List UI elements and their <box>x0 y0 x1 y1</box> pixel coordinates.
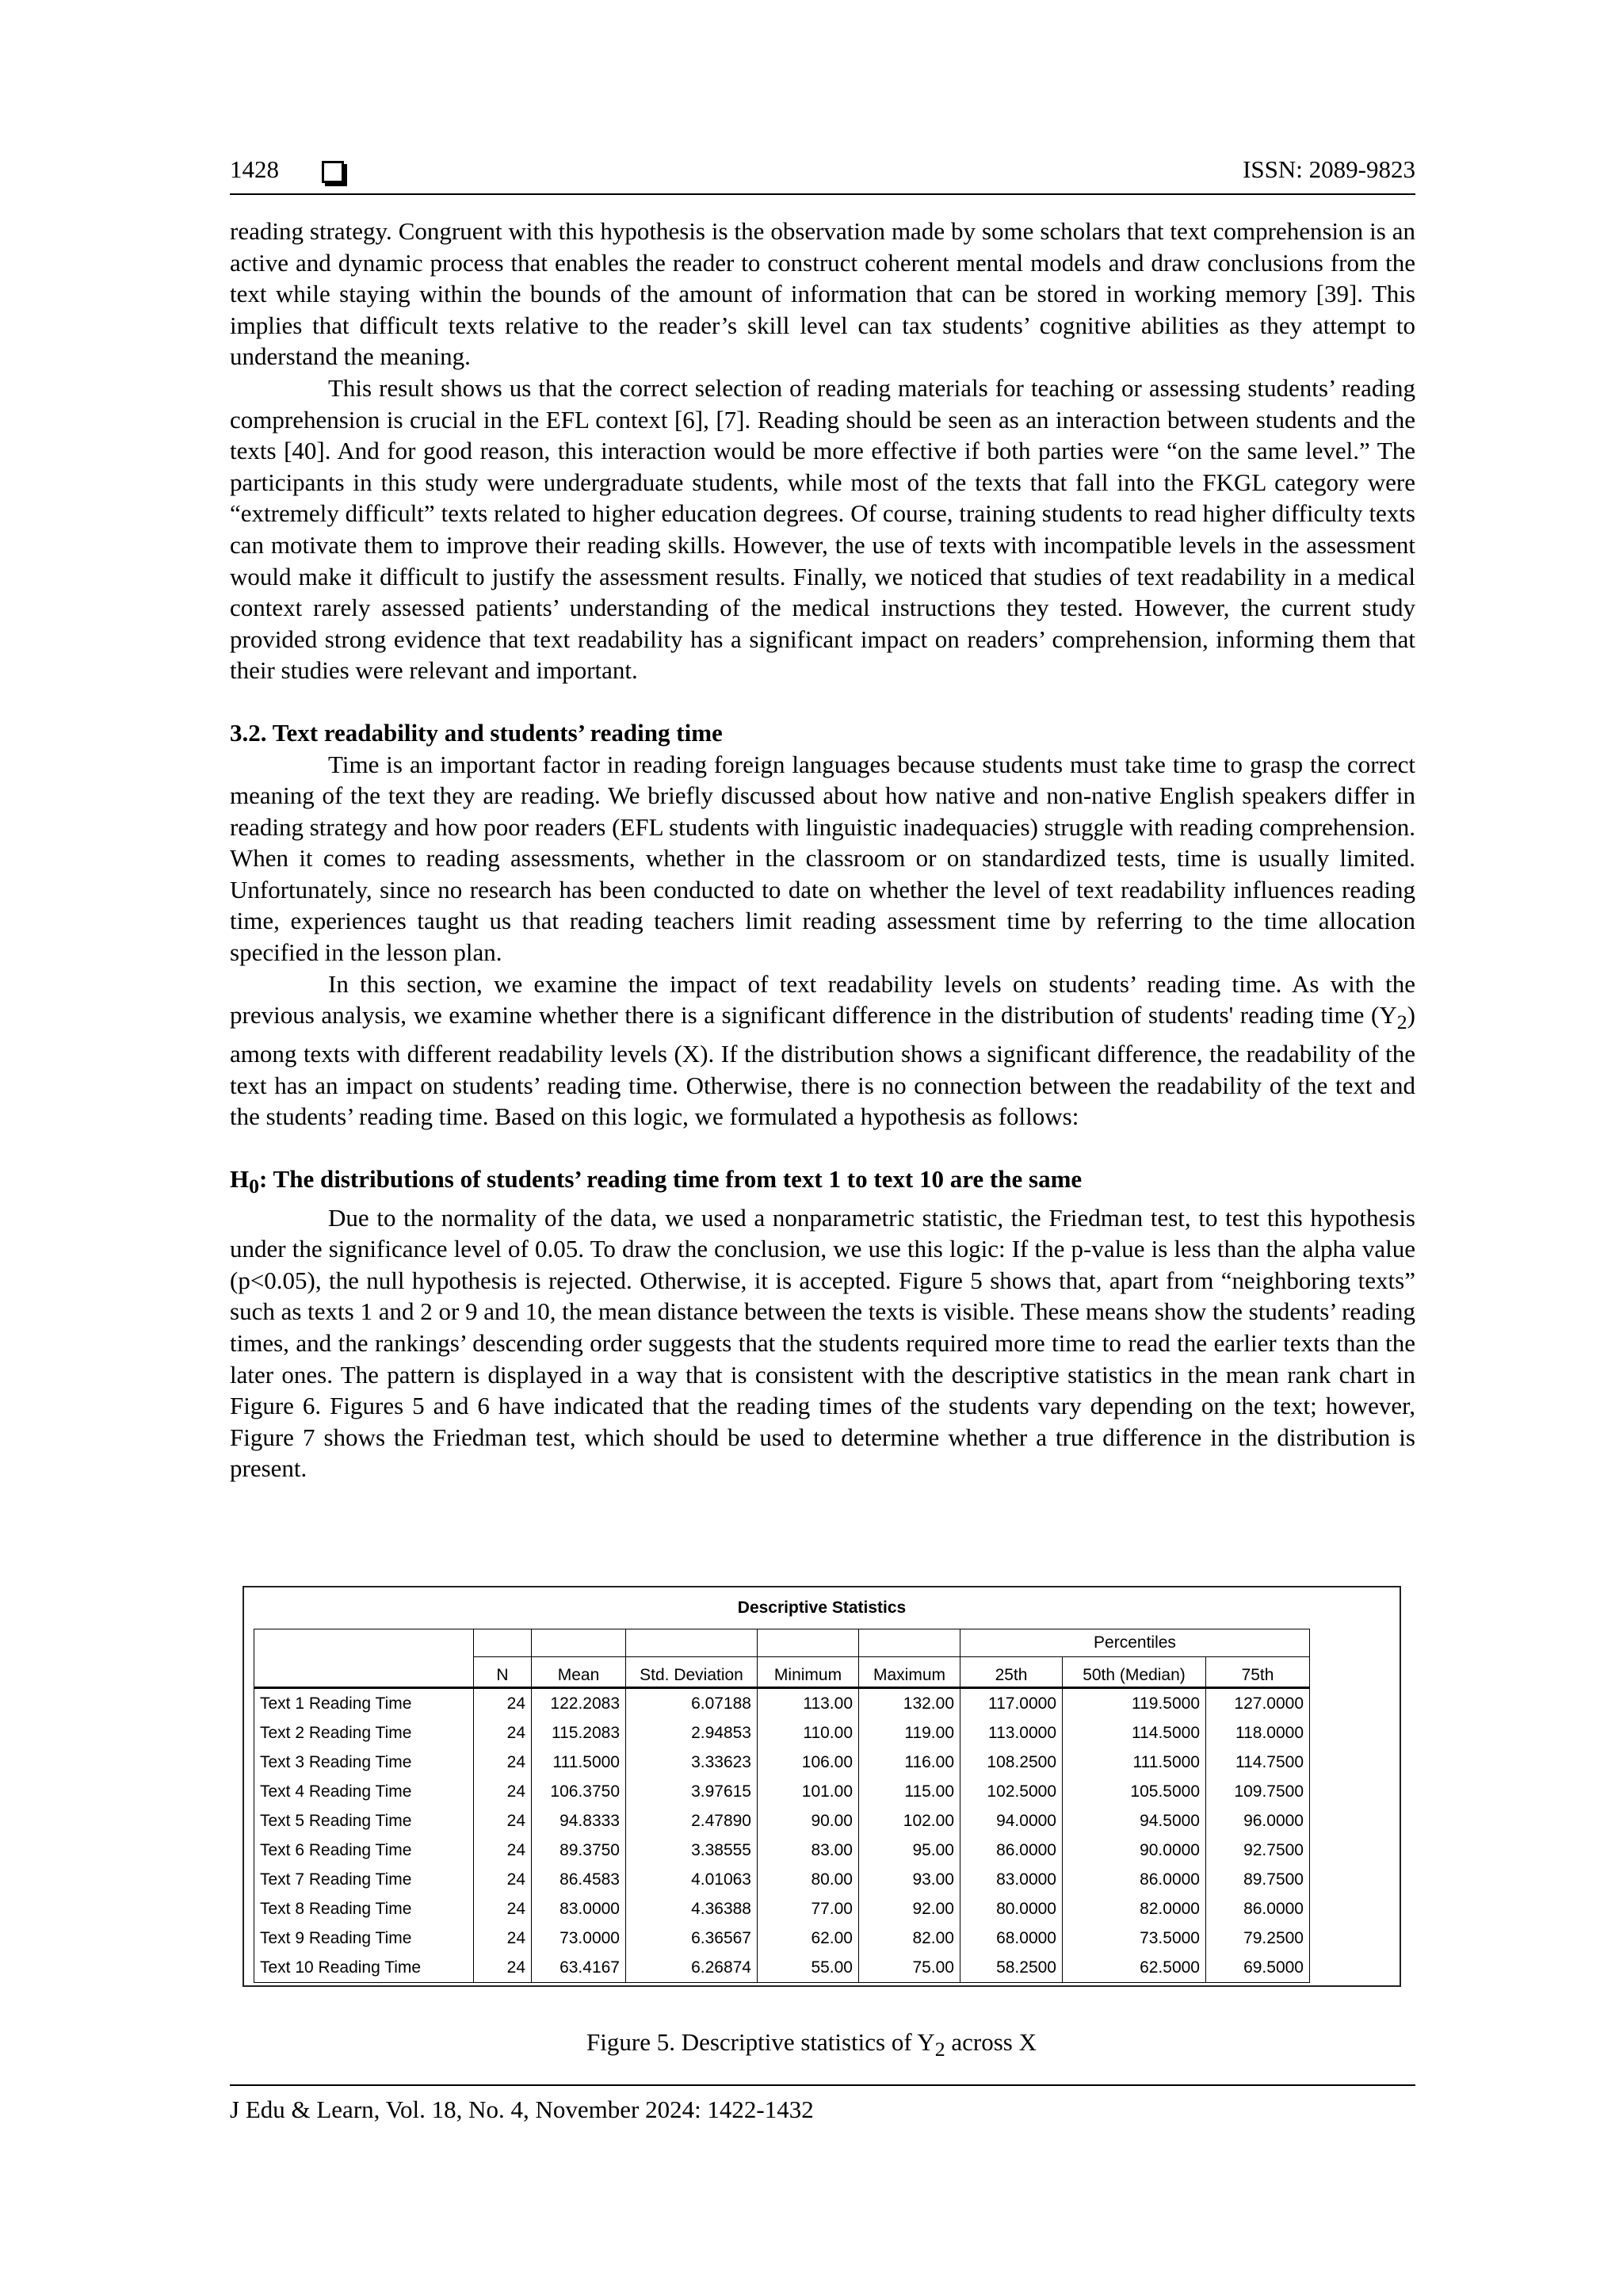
table-cell: 82.00 <box>859 1924 960 1953</box>
table-cell: 94.5000 <box>1063 1806 1206 1836</box>
body-text <box>230 216 1415 1484</box>
page-footer: J Edu & Learn, Vol. 18, No. 4, November 2024: 1422-1432 <box>230 2084 1415 2124</box>
table-cell: 127.0000 <box>1206 1688 1310 1719</box>
table-cell: 73.0000 <box>532 1924 626 1953</box>
table-cell: 24 <box>474 1718 532 1748</box>
table-cell: 132.00 <box>859 1688 960 1719</box>
row-label: Text 3 Reading Time <box>254 1748 474 1777</box>
table-cell: 24 <box>474 1777 532 1806</box>
table-cell: 24 <box>474 1836 532 1865</box>
caption-text: across X <box>945 2028 1037 2056</box>
table-header-blank <box>859 1629 960 1657</box>
figure-caption <box>0 2028 1623 2061</box>
column-header: 75th <box>1206 1657 1310 1688</box>
table-cell: 105.5000 <box>1063 1777 1206 1806</box>
table-cell: 4.01063 <box>626 1865 758 1894</box>
table-row <box>254 1688 1310 1719</box>
table-header-blank <box>758 1629 859 1657</box>
table-cell: 90.0000 <box>1063 1836 1206 1865</box>
column-header: Std. Deviation <box>626 1657 758 1688</box>
table-header-row <box>254 1629 1310 1657</box>
table-cell: 24 <box>474 1688 532 1719</box>
table-cell: 86.4583 <box>532 1865 626 1894</box>
row-label: Text 5 Reading Time <box>254 1806 474 1836</box>
table-cell: 102.00 <box>859 1806 960 1836</box>
row-label: Text 10 Reading Time <box>254 1953 474 1983</box>
row-label: Text 4 Reading Time <box>254 1777 474 1806</box>
subscript: 0 <box>249 1175 260 1198</box>
subscript: 2 <box>1396 1010 1407 1034</box>
table-header-row <box>254 1657 1310 1688</box>
table-cell: 2.94853 <box>626 1718 758 1748</box>
paragraph-text: In this section, we examine the impact of text readability levels on students’ reading time. As with the previous analysis, we examine whether there is a significant difference in the distribution of students' reading time (Y <box>230 969 1415 1030</box>
table-cell: 119.5000 <box>1063 1688 1206 1719</box>
table-cell: 80.00 <box>758 1865 859 1894</box>
table-cell: 119.00 <box>859 1718 960 1748</box>
table-header-blank <box>474 1629 532 1657</box>
table-cell: 96.0000 <box>1206 1806 1310 1836</box>
figure-title: Descriptive Statistics <box>737 1599 907 1617</box>
row-label: Text 9 Reading Time <box>254 1924 474 1953</box>
row-label: Text 2 Reading Time <box>254 1718 474 1748</box>
table-cell: 111.5000 <box>532 1748 626 1777</box>
column-header: N <box>474 1657 532 1688</box>
table-cell: 108.2500 <box>960 1748 1063 1777</box>
table-cell: 63.4167 <box>532 1953 626 1983</box>
paragraph-text: ) among texts with different readability levels (X). If the distribution shows a significant difference, the readability of the text has an impact on students’ reading time. Otherwise, there is no connection between the readability of the text and the students’ reading time. Based on this logic, we formulated a hypothesis as follows: <box>230 1001 1415 1131</box>
table-header-blank <box>254 1629 474 1657</box>
paragraph: Due to the normality of the data, we used a nonparametric statistic, the Friedman test, to test this hypothesis under the significance level of 0.05. To draw the conclusion, we use this logic: If the p-value is less than the alpha value (p<0.05), the null hypothesis is rejected. Otherwise, it is accepted. Figure 5 shows that, apart from “neighboring texts” such as texts 1 and 2 or 9 and 10, the mean distance between the texts is visible. These means show the students’ reading times, and the rankings’ descending order suggests that the students required more time to read the earlier texts than the later ones. The pattern is displayed in a way that is consistent with the descriptive statistics in the mean rank chart in Figure 6. Figures 5 and 6 have indicated that the reading times of the students vary depending on the text; however, Figure 7 shows the Friedman test, which should be used to determine whether a true difference in the distribution is present. <box>230 1203 1415 1483</box>
table-cell: 83.00 <box>758 1836 859 1865</box>
table-cell: 24 <box>474 1806 532 1836</box>
row-label: Text 6 Reading Time <box>254 1836 474 1865</box>
page-number: 1428 <box>230 155 279 183</box>
table-cell: 24 <box>474 1924 532 1953</box>
column-header: Minimum <box>758 1657 859 1688</box>
table-cell: 122.2083 <box>532 1688 626 1719</box>
page-header <box>230 155 1415 195</box>
table-cell: 79.2500 <box>1206 1924 1310 1953</box>
table-header-blank <box>254 1657 474 1688</box>
table-body <box>254 1688 1310 1983</box>
table-cell: 4.36388 <box>626 1894 758 1924</box>
table-cell: 80.0000 <box>960 1894 1063 1924</box>
table-cell: 113.00 <box>758 1688 859 1719</box>
table-cell: 94.8333 <box>532 1806 626 1836</box>
issn: ISSN: 2089-9823 <box>1243 155 1415 183</box>
table-header-blank <box>626 1629 758 1657</box>
table-cell: 2.47890 <box>626 1806 758 1836</box>
figure-5 <box>242 1586 1401 1987</box>
table-cell: 68.0000 <box>960 1924 1063 1953</box>
table-cell: 118.0000 <box>1206 1718 1310 1748</box>
table-cell: 62.5000 <box>1063 1953 1206 1983</box>
table-cell: 6.07188 <box>626 1688 758 1719</box>
table-cell: 77.00 <box>758 1894 859 1924</box>
table-header-blank <box>532 1629 626 1657</box>
table-cell: 69.5000 <box>1206 1953 1310 1983</box>
table-cell: 6.36567 <box>626 1924 758 1953</box>
table-cell: 110.00 <box>758 1718 859 1748</box>
table-cell: 113.0000 <box>960 1718 1063 1748</box>
table-cell: 93.00 <box>859 1865 960 1894</box>
table-cell: 55.00 <box>758 1953 859 1983</box>
row-label: Text 7 Reading Time <box>254 1865 474 1894</box>
hypothesis-text: H <box>230 1164 250 1193</box>
column-header: Maximum <box>859 1657 960 1688</box>
hypothesis-text: : The distributions of students’ reading time from text 1 to text 10 are the same <box>259 1164 1083 1193</box>
table-cell: 82.0000 <box>1063 1894 1206 1924</box>
table-row <box>254 1718 1310 1748</box>
table-cell: 86.0000 <box>960 1836 1063 1865</box>
caption-text: Figure 5. Descriptive statistics of Y <box>586 2028 935 2056</box>
table-cell: 102.5000 <box>960 1777 1063 1806</box>
percentiles-header: Percentiles <box>960 1629 1310 1657</box>
table-cell: 111.5000 <box>1063 1748 1206 1777</box>
table-cell: 86.0000 <box>1206 1894 1310 1924</box>
descriptive-statistics-table <box>254 1629 1310 1983</box>
table-cell: 6.26874 <box>626 1953 758 1983</box>
table-cell: 115.00 <box>859 1777 960 1806</box>
table-row <box>254 1806 1310 1836</box>
table-cell: 75.00 <box>859 1953 960 1983</box>
table-cell: 116.00 <box>859 1748 960 1777</box>
row-label: Text 8 Reading Time <box>254 1894 474 1924</box>
column-header: 50th (Median) <box>1063 1657 1206 1688</box>
column-header: Mean <box>532 1657 626 1688</box>
table-cell: 3.33623 <box>626 1748 758 1777</box>
table-cell: 3.97615 <box>626 1777 758 1806</box>
table-cell: 90.00 <box>758 1806 859 1836</box>
table-cell: 92.7500 <box>1206 1836 1310 1865</box>
paragraph: reading strategy. Congruent with this hypothesis is the observation made by some scholars that text comprehension is an active and dynamic process that enables the reader to construct coherent mental models and draw conclusions from the text while staying within the bounds of the amount of information that can be stored in working memory [39]. This implies that difficult texts relative to the reader’s skill level can tax students’ cognitive abilities as they attempt to understand the meaning. <box>230 217 1415 371</box>
column-header: 25th <box>960 1657 1063 1688</box>
table-cell: 62.00 <box>758 1924 859 1953</box>
table-cell: 3.38555 <box>626 1836 758 1865</box>
table-cell: 89.7500 <box>1206 1865 1310 1894</box>
table-cell: 95.00 <box>859 1836 960 1865</box>
paragraph: This result shows us that the correct selection of reading materials for teaching or assessing students’ reading comprehension is crucial in the EFL context [6], [7]. Reading should be seen as an interaction between students and the texts [40]. And for good reason, this interaction would be more effective if both parties were “on the same level.” The participants in this study were undergraduate students, while most of the texts that fall into the FKGL category were “extremely difficult” texts related to higher education degrees. Of course, training students to read higher difficulty texts can motivate them to improve their reading skills. However, the use of texts with incompatible levels in the assessment would make it difficult to justify the assessment results. Finally, we noticed that studies of text readability in a medical context rarely assessed patients’ understanding of the medical instructions they tested. However, the current study provided strong evidence that text readability has a significant impact on readers’ comprehension, informing them that their studies were relevant and important. <box>230 373 1415 685</box>
section-heading: 3.2. Text readability and students’ reading time <box>230 718 723 747</box>
subscript: 2 <box>934 2038 945 2061</box>
table-cell: 114.5000 <box>1063 1718 1206 1748</box>
table-cell: 117.0000 <box>960 1688 1063 1719</box>
square-bullet-icon <box>322 161 344 183</box>
table-cell: 58.2500 <box>960 1953 1063 1983</box>
table-cell: 83.0000 <box>532 1894 626 1924</box>
paragraph <box>230 968 1415 1133</box>
table-cell: 115.2083 <box>532 1718 626 1748</box>
table-cell: 24 <box>474 1953 532 1983</box>
table-cell: 106.3750 <box>532 1777 626 1806</box>
table-cell: 24 <box>474 1748 532 1777</box>
table-row <box>254 1953 1310 1983</box>
row-label: Text 1 Reading Time <box>254 1688 474 1719</box>
table-row <box>254 1836 1310 1865</box>
table-cell: 89.3750 <box>532 1836 626 1865</box>
table-cell: 106.00 <box>758 1748 859 1777</box>
table-cell: 24 <box>474 1865 532 1894</box>
paragraph: Time is an important factor in reading foreign languages because students must take time to grasp the correct meaning of the text they are reading. We briefly discussed about how native and non-native English speakers differ in reading strategy and how poor readers (EFL students with linguistic inadequacies) struggle with reading comprehension. When it comes to reading assessments, whether in the classroom or on standardized tests, time is usually limited. Unfortunately, since no research has been conducted to date on whether the level of text readability influences reading time, experiences taught us that reading teachers limit reading assessment time by referring to the time allocation specified in the lesson plan. <box>230 750 1415 967</box>
table-row <box>254 1777 1310 1806</box>
table-row <box>254 1894 1310 1924</box>
table-cell: 24 <box>474 1894 532 1924</box>
table-cell: 94.0000 <box>960 1806 1063 1836</box>
hypothesis-heading <box>230 1163 1415 1202</box>
table-cell: 86.0000 <box>1063 1865 1206 1894</box>
table-cell: 83.0000 <box>960 1865 1063 1894</box>
table-row <box>254 1865 1310 1894</box>
table-cell: 101.00 <box>758 1777 859 1806</box>
table-row <box>254 1748 1310 1777</box>
table-cell: 109.7500 <box>1206 1777 1310 1806</box>
table-cell: 73.5000 <box>1063 1924 1206 1953</box>
table-row <box>254 1924 1310 1953</box>
table-cell: 114.7500 <box>1206 1748 1310 1777</box>
table-cell: 92.00 <box>859 1894 960 1924</box>
